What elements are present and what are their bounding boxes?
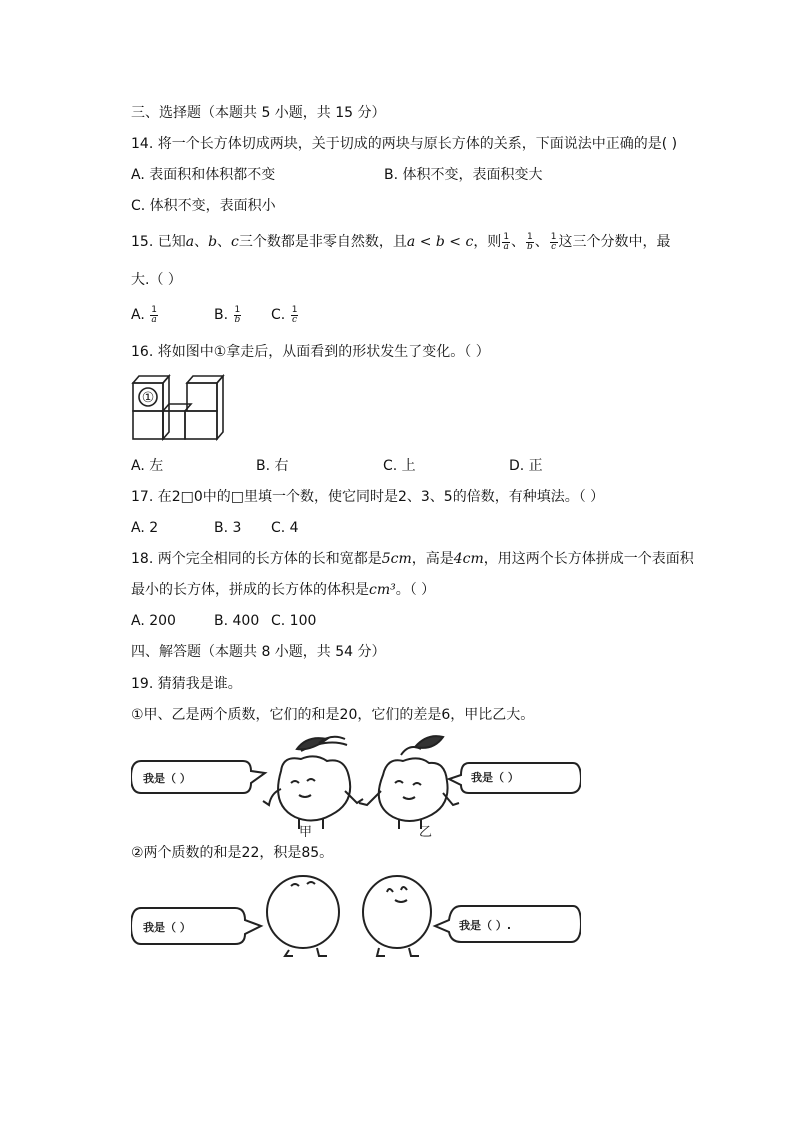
bubble-left-text: 我是（ ） — [143, 772, 191, 785]
question-17-option-a[interactable]: A. 2 — [131, 520, 159, 536]
cube-front — [185, 411, 217, 439]
question-14-option-c[interactable]: C. 体积不变，表面积小 — [131, 198, 276, 214]
question-17-option-c[interactable]: C. 4 — [271, 520, 299, 536]
section-4-title: 四、解答题（本题共 8 小题，共 54 分） — [131, 644, 386, 660]
question-17-stem: 17. 在2□0中的□里填一个数，使它同时是2、3、5的倍数，有种填法。（ ） — [131, 489, 605, 505]
inequality: a < b < c — [406, 234, 474, 250]
bubble-left-text: 我是（ ） — [143, 921, 191, 934]
question-15-stem: 15. 已知a、b、c三个数都是非零自然数，且a < b < c，则 $\frac{1}{a}$ 、 $\frac{1}{b}$ 、 $\frac{1}{c}$ 这三个分数中，最 — [131, 231, 671, 252]
cube-side-face — [217, 376, 223, 439]
round-character-left — [267, 876, 339, 956]
question-16-option-a[interactable]: A. 左 — [131, 458, 164, 474]
cube-1-label: ① — [141, 390, 155, 406]
question-16-stem: 16. 将如图中①拿走后，从面看到的形状发生了变化。（ ） — [131, 344, 490, 360]
question-16-option-c[interactable]: C. 上 — [383, 458, 416, 474]
fraction-1-over-c: $\frac{1}{c}$ — [550, 231, 557, 252]
guess-figure-1 — [131, 733, 581, 837]
apple-yi-character — [359, 736, 459, 829]
question-15-stem-line2: 大.（ ） — [131, 272, 182, 288]
question-19-part-2: ②两个质数的和是22，积是85。 — [131, 845, 334, 861]
question-15-option-a[interactable]: A. $\frac{1}{a}$ — [131, 304, 157, 325]
section-3-title: 三、选择题（本题共 5 小题，共 15 分） — [131, 105, 386, 121]
fraction-1-over-b: $\frac{1}{b}$ — [527, 231, 533, 252]
apple-jia-character — [263, 737, 363, 829]
cube-front — [133, 411, 163, 439]
question-18-stem: 18. 两个完全相同的长方体的长和宽都是5cm，高是4cm，用这两个长方体拼成一个表面积 — [131, 551, 694, 567]
label-jia: 甲 — [299, 825, 313, 837]
fraction-1-over-a: $\frac{1}{a}$ — [503, 231, 510, 252]
question-16-option-d[interactable]: D. 正 — [509, 458, 543, 474]
question-19-stem: 19. 猜猜我是谁。 — [131, 676, 242, 692]
label-yi: 乙 — [419, 825, 433, 837]
question-18-option-b[interactable]: B. 400 — [214, 613, 260, 629]
question-16-option-b[interactable]: B. 右 — [256, 458, 289, 474]
question-17-option-b[interactable]: B. 3 — [214, 520, 242, 536]
question-15-option-c[interactable]: C. $\frac{1}{c}$ — [271, 304, 298, 325]
question-18-option-c[interactable]: C. 100 — [271, 613, 317, 629]
guess-figure-2 — [131, 870, 581, 962]
question-14-option-b[interactable]: B. 体积不变，表面积变大 — [384, 167, 543, 183]
question-19-part-1: ①甲、乙是两个质数，它们的和是20，它们的差是6，甲比乙大。 — [131, 707, 535, 723]
bubble-right-text: 我是（ ） — [471, 771, 519, 784]
question-14-stem: 14. 将一个长方体切成两块，关于切成的两块与原长方体的关系，下面说法中正确的是( ) — [131, 136, 678, 152]
cube-arrangement-figure — [131, 373, 225, 441]
question-15-option-b[interactable]: B. $\frac{1}{b}$ — [214, 304, 241, 325]
bubble-right-text: 我是（ ）. — [459, 919, 512, 932]
question-14-option-a[interactable]: A. 表面积和体积都不变 — [131, 167, 276, 183]
cube-front — [187, 383, 217, 411]
question-18-stem-line2: 最小的长方体，拼成的长方体的体积是cm³。（ ） — [131, 582, 436, 598]
question-18-option-a[interactable]: A. 200 — [131, 613, 176, 629]
round-character-right — [363, 876, 431, 956]
